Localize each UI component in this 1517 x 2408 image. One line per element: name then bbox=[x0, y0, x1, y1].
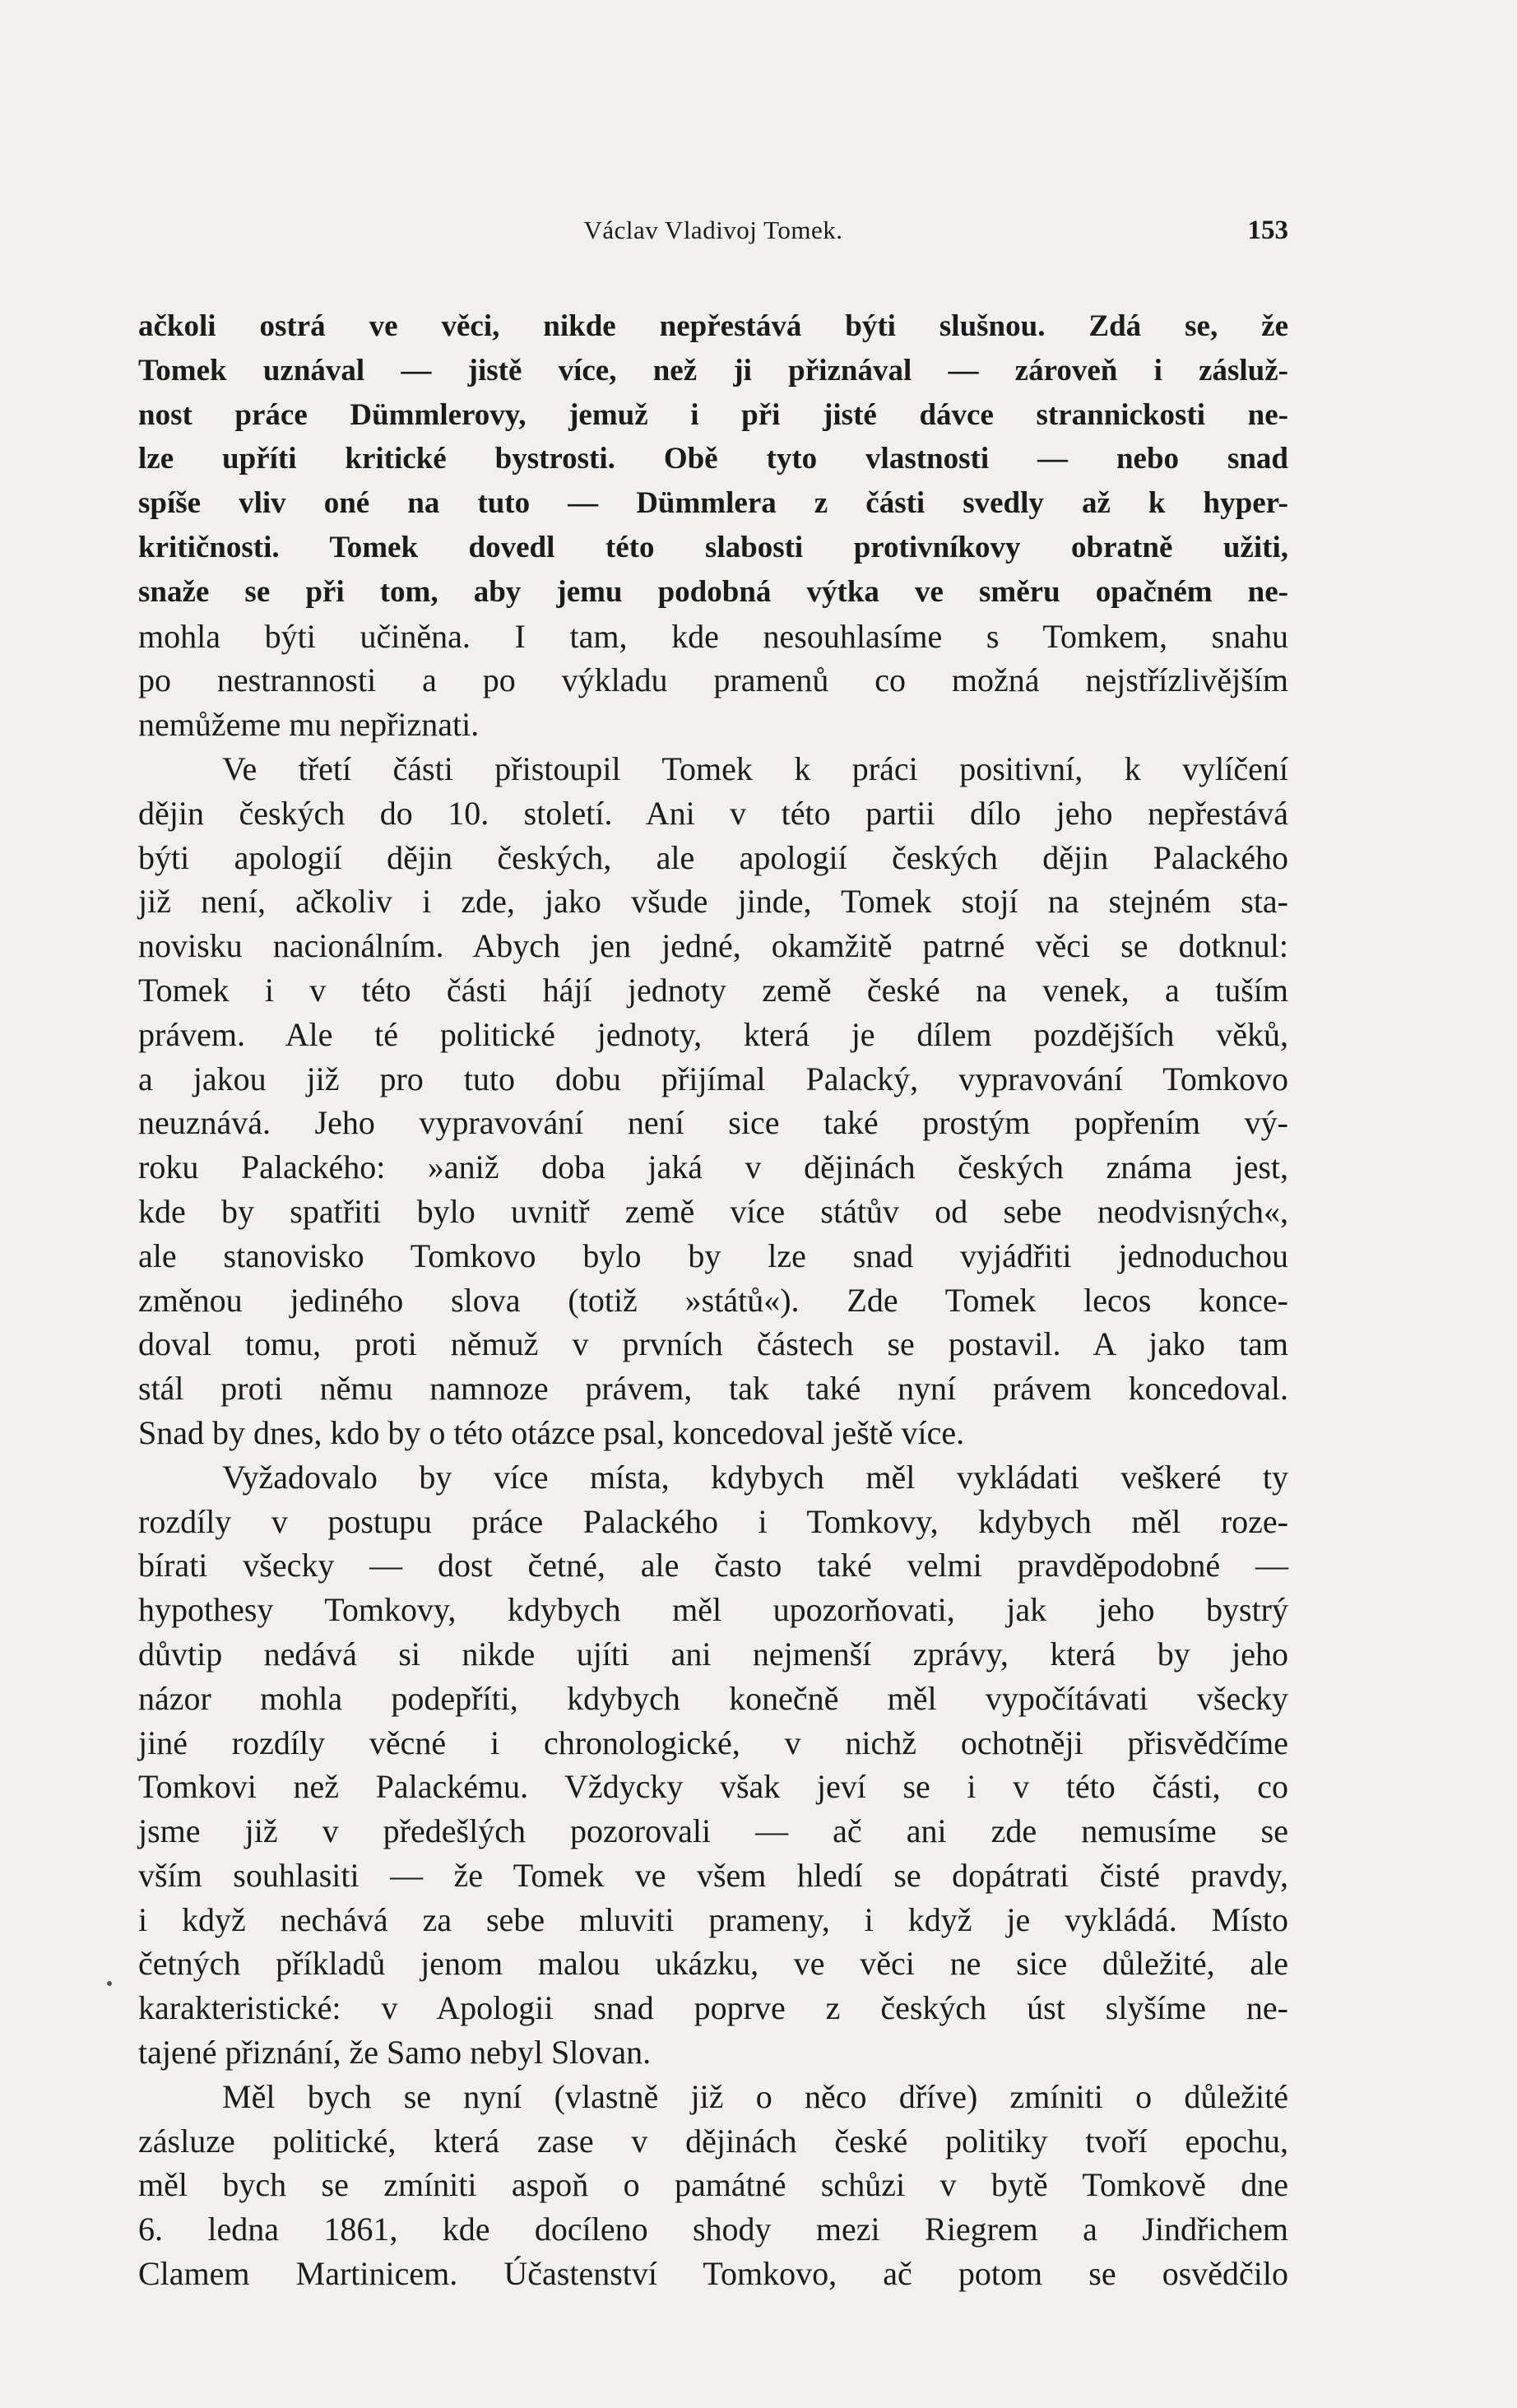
text-line: názor mohla podepříti, kdybych konečně měl vypočítávati všecky bbox=[138, 1679, 1288, 1717]
text-line: ačkoli ostrá ve věci, nikde nepřestává býti slušnou. Zdá se, že bbox=[138, 309, 1288, 343]
text-line: stál proti němu namnoze právem, tak také nyní právem koncedoval. bbox=[138, 1370, 1288, 1408]
text-line: Tomek i v této části hájí jednoty země české na venek, a tuším bbox=[138, 971, 1288, 1009]
text-line: bírati všecky — dost četné, ale často také velmi pravděpodobné — bbox=[138, 1547, 1288, 1584]
text-line: změnou jediného slova (totiž »států«). Zde Tomek lecos konce- bbox=[138, 1281, 1288, 1319]
text-line: kde by spatřiti bylo uvnitř země více státův od sebe neodvisných«, bbox=[138, 1192, 1288, 1230]
text-line: nemůžeme mu nepřiznati. bbox=[138, 706, 480, 744]
text-line: Vyžadovalo by více místa, kdybych měl vykládati veškeré ty bbox=[222, 1458, 1288, 1496]
text-line: snaže se při tom, aby jemu podobná výtka ve směru opačném ne- bbox=[138, 574, 1288, 609]
text-line: lze upříti kritické bystrosti. Obě tyto vlastnosti — nebo snad bbox=[138, 442, 1288, 476]
text-line: karakteristické: v Apologii snad poprve z českých úst slyšíme ne- bbox=[138, 1989, 1288, 2027]
text-line: mohla býti učiněna. I tam, kde nesouhlasíme s Tomkem, snahu bbox=[138, 617, 1288, 655]
text-line: Tomek uznával — jistě více, než ji přiznával — zároveň i zásluž- bbox=[138, 353, 1288, 387]
running-header bbox=[138, 216, 1288, 257]
text-line: hypothesy Tomkovy, kdybych měl upozorňovati, jak jeho bystrý bbox=[138, 1591, 1288, 1629]
text-line: býti apologií dějin českých, ale apologií českých dějin Palackého bbox=[138, 838, 1288, 876]
text-line: kritičnosti. Tomek dovedl této slabosti protivníkovy obratně užiti, bbox=[138, 530, 1288, 564]
text-line: Tomkovi než Palackému. Vždycky však jeví se i v této části, co bbox=[138, 1768, 1288, 1806]
text-line: měl bych se zmíniti aspoň o památné schůzi v bytě Tomkově dne bbox=[138, 2166, 1288, 2204]
text-line: dějin českých do 10. století. Ani v této partii dílo jeho nepřestává bbox=[138, 794, 1288, 832]
text-line: důvtip nedává si nikde ujíti ani nejmenší zprávy, která by jeho bbox=[138, 1635, 1288, 1673]
text-line: vším souhlasiti — že Tomek ve všem hledí se dopátrati čisté pravdy, bbox=[138, 1856, 1288, 1894]
text-line: doval tomu, proti němuž v prvních částech se postavil. A jako tam bbox=[138, 1325, 1288, 1363]
page-number: 153 bbox=[1247, 216, 1288, 245]
text-line: jsme již v předešlých pozorovali — ač ani zde nemusíme se bbox=[138, 1812, 1288, 1850]
text-line: neuznává. Jeho vypravování není sice také prostým popřením vý- bbox=[138, 1104, 1288, 1142]
body-text bbox=[138, 304, 1288, 2296]
text-line: 6. ledna 1861, kde docíleno shody mezi Riegrem a Jindřichem bbox=[138, 2211, 1288, 2248]
text-line: a jakou již pro tuto dobu přijímal Palacký, vypravování Tomkovo bbox=[138, 1060, 1288, 1097]
text-line: právem. Ale té politické jednoty, která je dílem pozdějších věků, bbox=[138, 1015, 1288, 1053]
text-line: tajené přiznání, že Samo nebyl Slovan. bbox=[138, 2034, 652, 2072]
text-line: po nestrannosti a po výkladu pramenů co možná nejstřízlivějším bbox=[138, 661, 1288, 699]
text-line: Snad by dnes, kdo by o této otázce psal, koncedoval ještě více. bbox=[138, 1413, 965, 1451]
text-line: spíše vliv oné na tuto — Dümmlera z části svedly až k hyper- bbox=[138, 486, 1288, 521]
text-line: rozdíly v postupu práce Palackého i Tomkovy, kdybych měl roze- bbox=[138, 1502, 1288, 1540]
text-line: již není, ačkoliv i zde, jako všude jinde, Tomek stojí na stejném sta- bbox=[138, 883, 1288, 921]
text-line: Ve třetí části přistoupil Tomek k práci positivní, k vylíčení bbox=[222, 749, 1288, 787]
margin-mark bbox=[107, 1981, 112, 1986]
text-line: četných příkladů jenom malou ukázku, ve věci ne sice důležité, ale bbox=[138, 1945, 1288, 1983]
text-line: nost práce Dümmlerovy, jemuž i při jisté dávce strannickosti ne- bbox=[138, 397, 1288, 432]
text-line: i když nechává za sebe mluviti prameny, i když je vykládá. Místo bbox=[138, 1900, 1288, 1938]
text-line: zásluze politické, která zase v dějinách české politiky tvoří epochu, bbox=[138, 2122, 1288, 2160]
text-line: roku Palackého: »aniž doba jaká v dějinách českých známa jest, bbox=[138, 1148, 1288, 1186]
text-line: Clamem Martinicem. Účastenství Tomkovo, ač potom se osvědčilo bbox=[138, 2255, 1288, 2293]
running-title: Václav Vladivoj Tomek. bbox=[583, 216, 843, 244]
text-line: Měl bych se nyní (vlastně již o něco dříve) zmíniti o důležité bbox=[222, 2077, 1288, 2115]
text-line: ale stanovisko Tomkovo bylo by lze snad vyjádřiti jednoduchou bbox=[138, 1236, 1288, 1274]
text-line: jiné rozdíly věcné i chronologické, v nichž ochotněji přisvědčíme bbox=[138, 1724, 1288, 1761]
text-line: novisku nacionálním. Abych jen jedné, okamžitě patrné věci se dotknul: bbox=[138, 927, 1288, 965]
